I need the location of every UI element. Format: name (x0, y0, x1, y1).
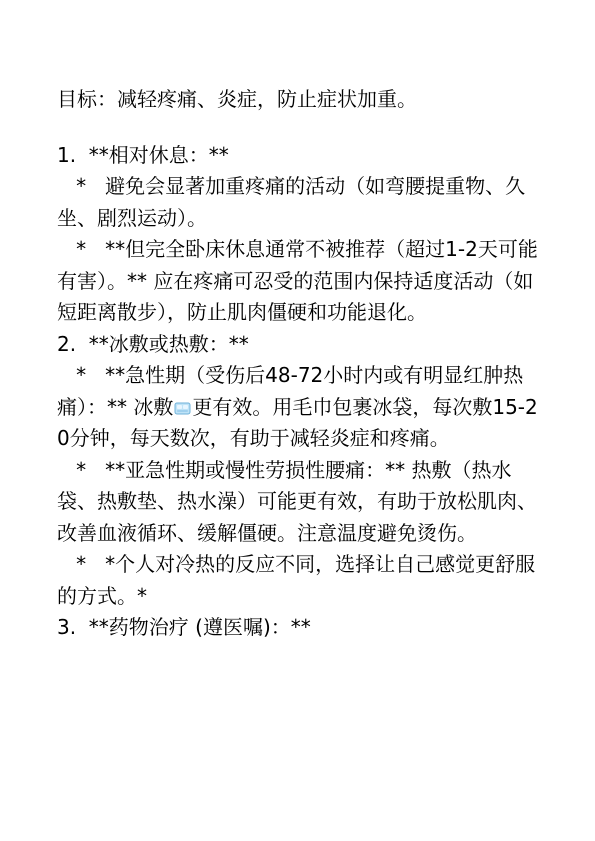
section-2-bullet-1 (57, 360, 539, 455)
section-2-heading: 2. **冰敷或热敷：** (57, 331, 249, 356)
section-2-bullet-2: * **亚急性期或慢性劳损性腰痛：** 热敷（热水袋、热敷垫、热水澡）可能更有效，有助于放松肌肉、改善血液循环、缓解僵硬。注意温度避免烫伤。 (57, 457, 537, 545)
document-body (57, 84, 539, 644)
section-1-heading: 1. **相对休息：** (57, 142, 229, 167)
section-2 (57, 329, 539, 613)
goal-statement: 目标：减轻疼痛、炎症，防止症状加重。 (57, 87, 417, 111)
section-3 (57, 612, 539, 644)
section-1 (57, 140, 539, 329)
section-3-heading: 3. **药物治疗 (遵医嘱)：** (57, 615, 311, 639)
section-1-bullet-2: * **但完全卧床休息通常不被推荐（超过1-2天可能有害）。** 应在疼痛可忍受的范围内保持适度活动（如短距离散步），防止肌肉僵硬和功能退化。 (57, 237, 538, 324)
section-1-bullet-1: * 避免会显著加重疼痛的活动（如弯腰提重物、久坐、剧烈运动）。 (57, 174, 526, 230)
bullet-text-after-icon: 更有效。用毛巾包裹冰袋，每次敷15-20分钟，每天数次，有助于减轻炎症和疼痛。 (57, 394, 538, 450)
section-2-bullet-3: * *个人对冷热的反应不同，选择让自己感觉更舒服的方式。* (57, 552, 536, 608)
ice-cube-icon (174, 393, 191, 407)
bullet-text-before-icon: * **急性期（受伤后48-72小时内或有明显红肿热痛）：** 冰敷 (57, 363, 524, 419)
